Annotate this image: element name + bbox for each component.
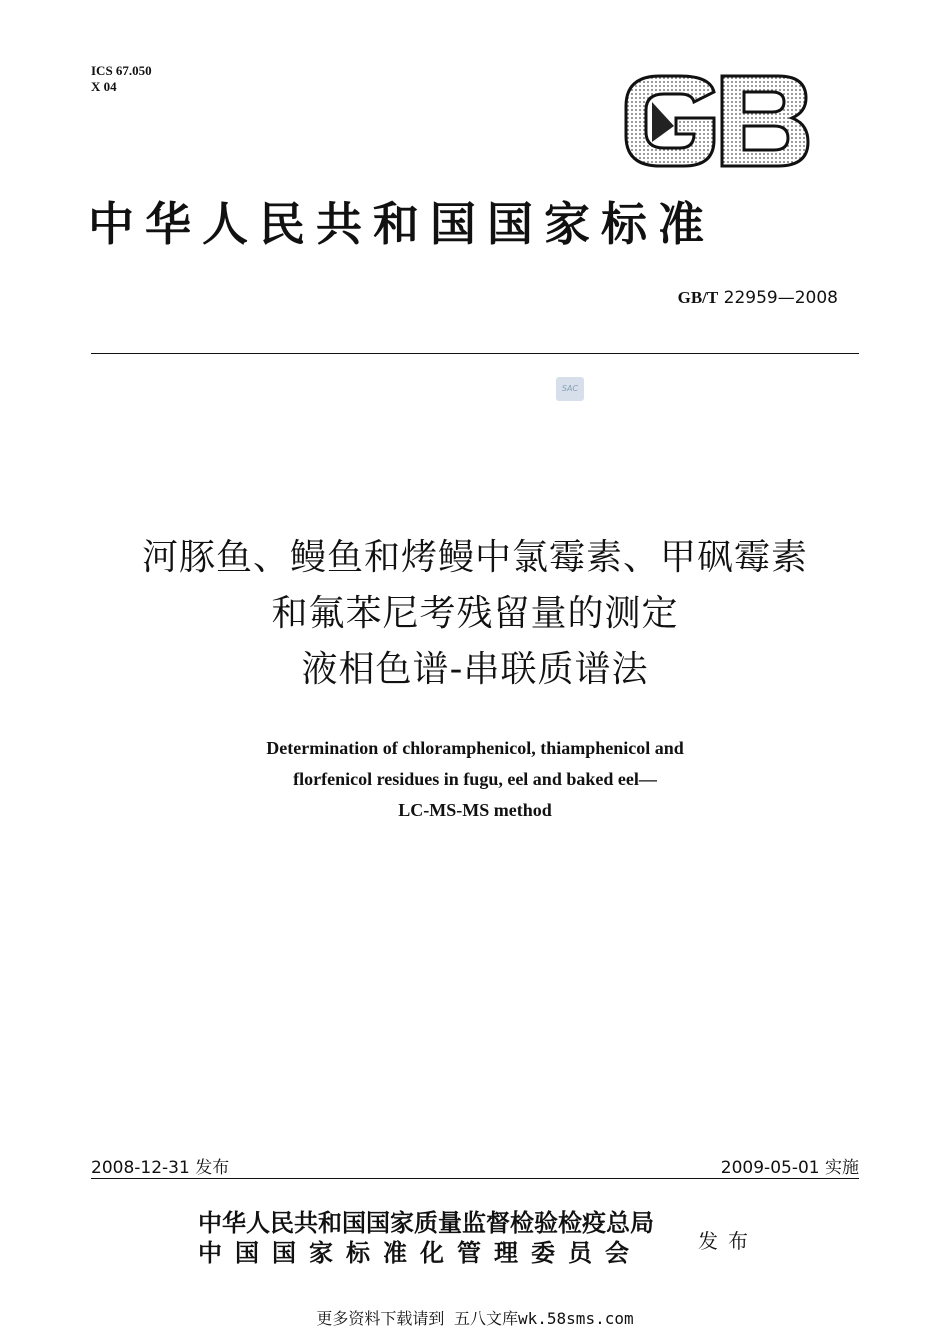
standard-code: 22959—2008: [723, 288, 838, 308]
issuing-authorities: [198, 1208, 654, 1268]
issuer-sac: 中国国家标准化管理委员会: [198, 1238, 642, 1267]
classification-codes: [91, 63, 152, 95]
national-standard-title: 中华人民共和国国家标准: [88, 197, 715, 251]
download-footer: 更多资料下载请到 五八文库wk.58sms.com: [316, 1309, 634, 1328]
gb-logo: [622, 72, 810, 170]
ccs-code: X 04: [91, 79, 117, 94]
chinese-title: [0, 530, 950, 698]
implementation-date: 2009-05-01 实施: [720, 1158, 859, 1178]
ics-code: ICS 67.050: [91, 63, 152, 78]
english-title-line-3: LC-MS-MS method: [398, 800, 552, 820]
sac-watermark: SAC: [556, 377, 584, 401]
standard-number: [678, 288, 838, 308]
footer-divider: [91, 1178, 859, 1179]
chinese-title-line-3: 液相色谱-串联质谱法: [301, 649, 649, 690]
gb-logo-text: GB: [622, 72, 624, 73]
chinese-title-line-2: 和氟苯尼考残留量的测定: [271, 593, 679, 634]
english-title: [0, 733, 950, 826]
issue-date: 2008-12-31 发布: [91, 1158, 230, 1178]
standard-prefix: GB/T: [677, 288, 719, 307]
chinese-title-line-1: 河豚鱼、鳗鱼和烤鳗中氯霉素、甲砜霉素: [141, 537, 808, 578]
english-title-line-1: Determination of chloramphenicol, thiamphenicol and: [266, 738, 684, 758]
header-divider: [91, 353, 859, 354]
publish-label: 发布: [698, 1229, 758, 1253]
issuer-aqsiq: 中华人民共和国国家质量监督检验检疫总局: [198, 1208, 654, 1237]
english-title-line-2: florfenicol residues in fugu, eel and baked eel—: [293, 769, 657, 789]
